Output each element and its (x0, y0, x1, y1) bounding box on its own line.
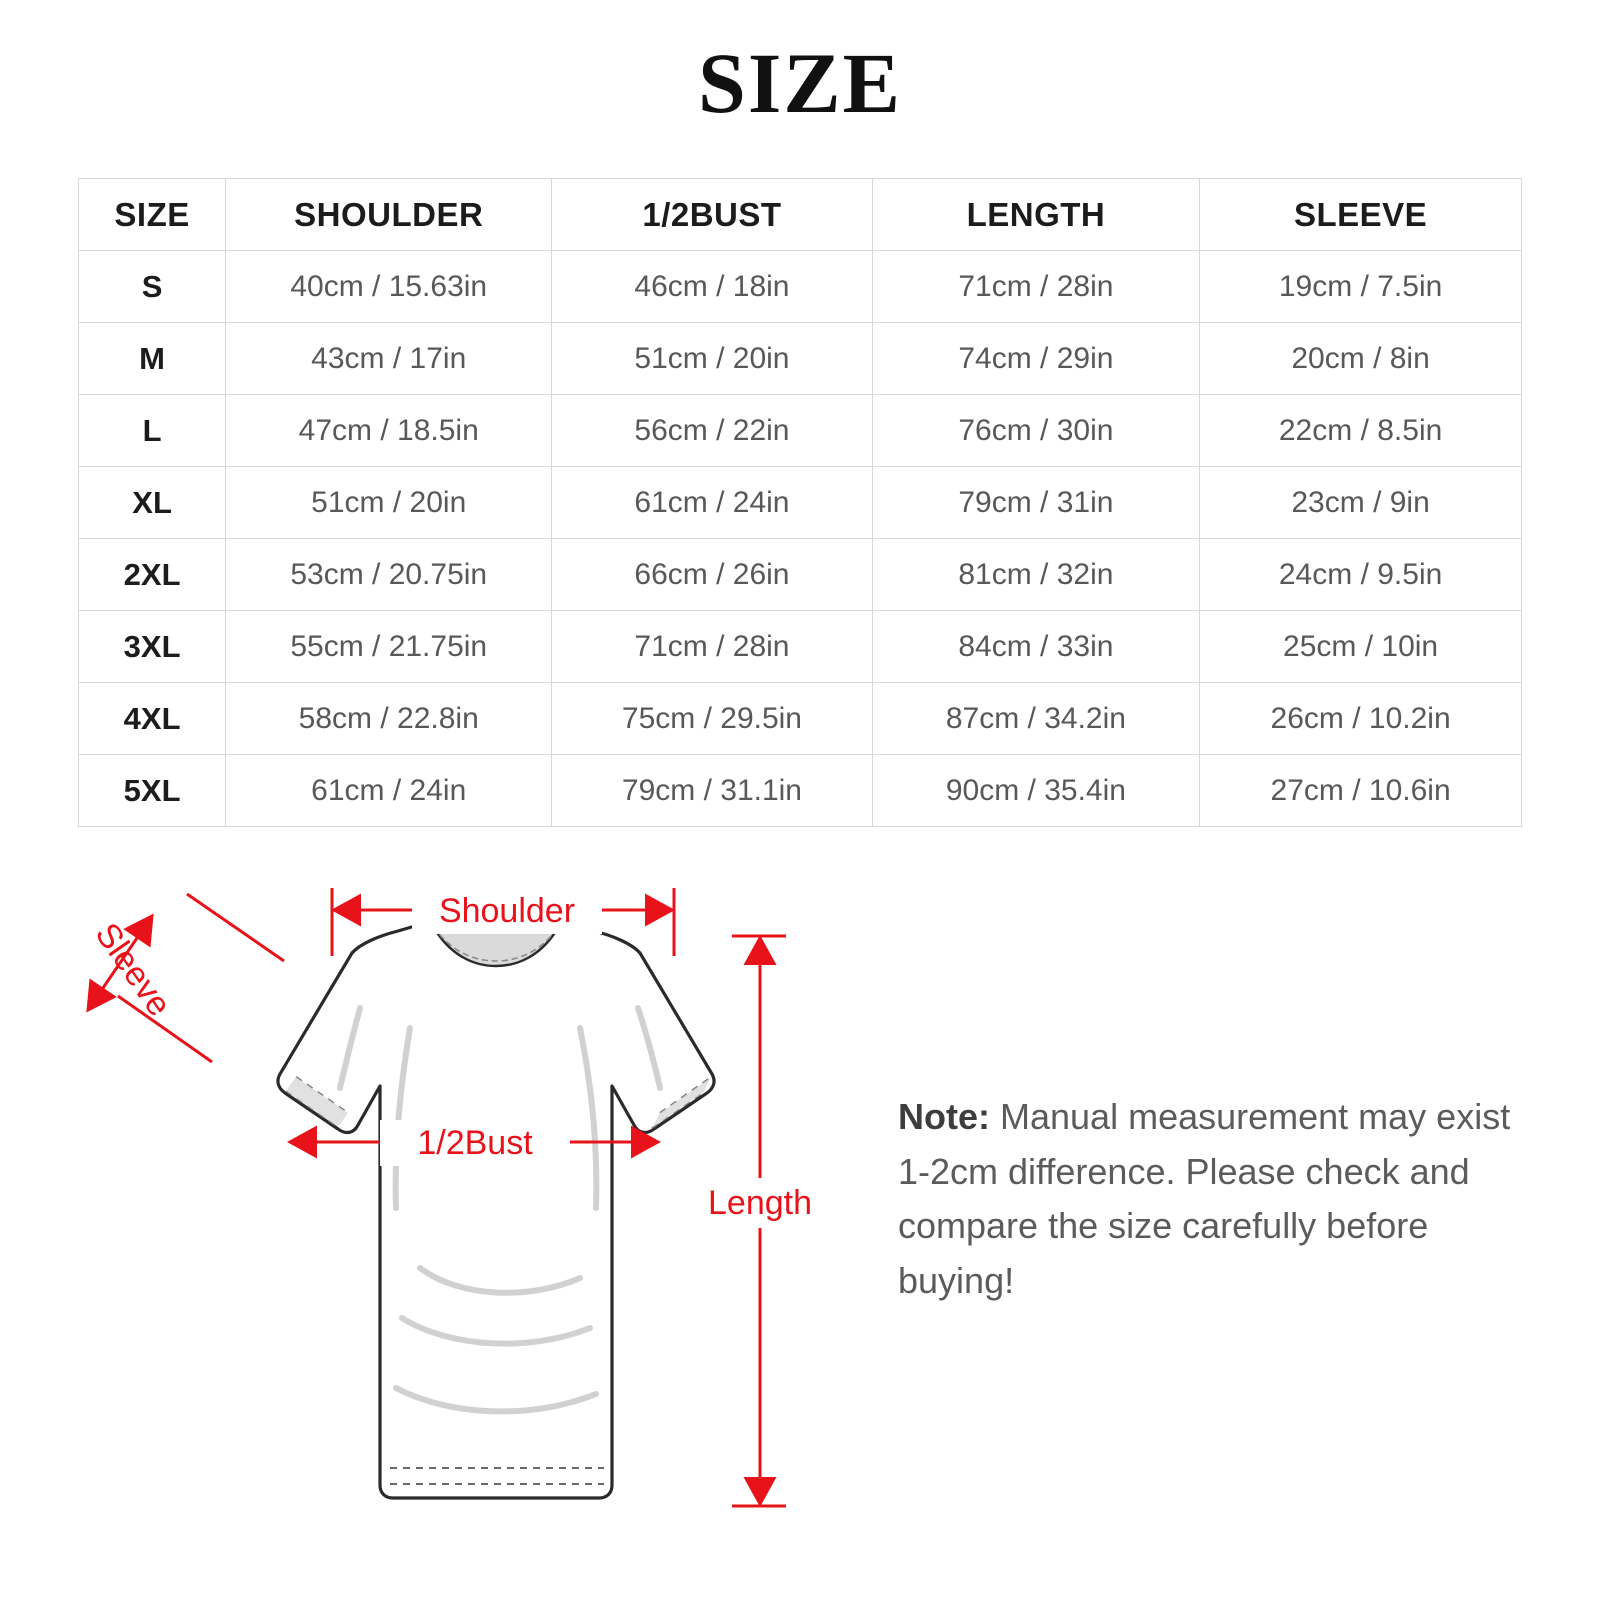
cell-sleeve: 19cm / 7.5in (1200, 251, 1522, 323)
cell-size: 2XL (79, 539, 226, 611)
note-text: Manual measurement may exist 1-2cm difference. Please check and compare the size carefully before buying! (898, 1096, 1511, 1302)
column-header-size: SIZE (79, 179, 226, 251)
sleeve-measure-annotation (88, 894, 284, 1062)
cell-size: M (79, 323, 226, 395)
cell-length: 84cm / 33in (872, 611, 1200, 683)
cell-halfbust: 46cm / 18in (552, 251, 872, 323)
cell-sleeve: 24cm / 9.5in (1200, 539, 1522, 611)
cell-halfbust: 79cm / 31.1in (552, 755, 872, 827)
cell-halfbust: 71cm / 28in (552, 611, 872, 683)
cell-halfbust: 75cm / 29.5in (552, 683, 872, 755)
cell-length: 71cm / 28in (872, 251, 1200, 323)
cell-shoulder: 55cm / 21.75in (226, 611, 552, 683)
table-row (79, 755, 1522, 827)
cell-size: 4XL (79, 683, 226, 755)
size-chart-table (78, 178, 1522, 827)
size-chart-table-container (78, 178, 1522, 827)
cell-sleeve: 25cm / 10in (1200, 611, 1522, 683)
table-row (79, 395, 1522, 467)
label-sleeve: Sleeve (87, 916, 179, 1024)
column-header-shoulder: SHOULDER (226, 179, 552, 251)
cell-size: 5XL (79, 755, 226, 827)
cell-sleeve: 26cm / 10.2in (1200, 683, 1522, 755)
cell-halfbust: 66cm / 26in (552, 539, 872, 611)
cell-sleeve: 23cm / 9in (1200, 467, 1522, 539)
cell-shoulder: 47cm / 18.5in (226, 395, 552, 467)
cell-shoulder: 51cm / 20in (226, 467, 552, 539)
cell-length: 79cm / 31in (872, 467, 1200, 539)
column-header-halfbust: 1/2BUST (552, 179, 872, 251)
table-header-row (79, 179, 1522, 251)
note-label: Note: (898, 1096, 990, 1137)
tshirt-measurement-diagram (60, 848, 850, 1548)
label-shoulder: Shoulder (438, 892, 576, 930)
measurement-note (898, 1090, 1538, 1309)
cell-length: 76cm / 30in (872, 395, 1200, 467)
table-row (79, 539, 1522, 611)
column-header-length: LENGTH (872, 179, 1200, 251)
cell-size: L (79, 395, 226, 467)
cell-shoulder: 40cm / 15.63in (226, 251, 552, 323)
cell-size: XL (79, 467, 226, 539)
column-header-sleeve: SLEEVE (1200, 179, 1522, 251)
table-row (79, 251, 1522, 323)
table-row (79, 611, 1522, 683)
cell-shoulder: 53cm / 20.75in (226, 539, 552, 611)
page-title: SIZE (697, 35, 903, 131)
cell-halfbust: 56cm / 22in (552, 395, 872, 467)
cell-length: 87cm / 34.2in (872, 683, 1200, 755)
cell-length: 81cm / 32in (872, 539, 1200, 611)
cell-shoulder: 43cm / 17in (226, 323, 552, 395)
table-row (79, 683, 1522, 755)
cell-length: 74cm / 29in (872, 323, 1200, 395)
cell-sleeve: 20cm / 8in (1200, 323, 1522, 395)
length-measure-annotation (702, 936, 818, 1506)
label-length: Length (708, 1184, 812, 1222)
table-row (79, 323, 1522, 395)
cell-length: 90cm / 35.4in (872, 755, 1200, 827)
cell-shoulder: 61cm / 24in (226, 755, 552, 827)
label-half-bust: 1/2Bust (417, 1124, 533, 1162)
cell-size: S (79, 251, 226, 323)
cell-halfbust: 61cm / 24in (552, 467, 872, 539)
cell-shoulder: 58cm / 22.8in (226, 683, 552, 755)
cell-halfbust: 51cm / 20in (552, 323, 872, 395)
table-row (79, 467, 1522, 539)
cell-sleeve: 22cm / 8.5in (1200, 395, 1522, 467)
cell-size: 3XL (79, 611, 226, 683)
cell-sleeve: 27cm / 10.6in (1200, 755, 1522, 827)
